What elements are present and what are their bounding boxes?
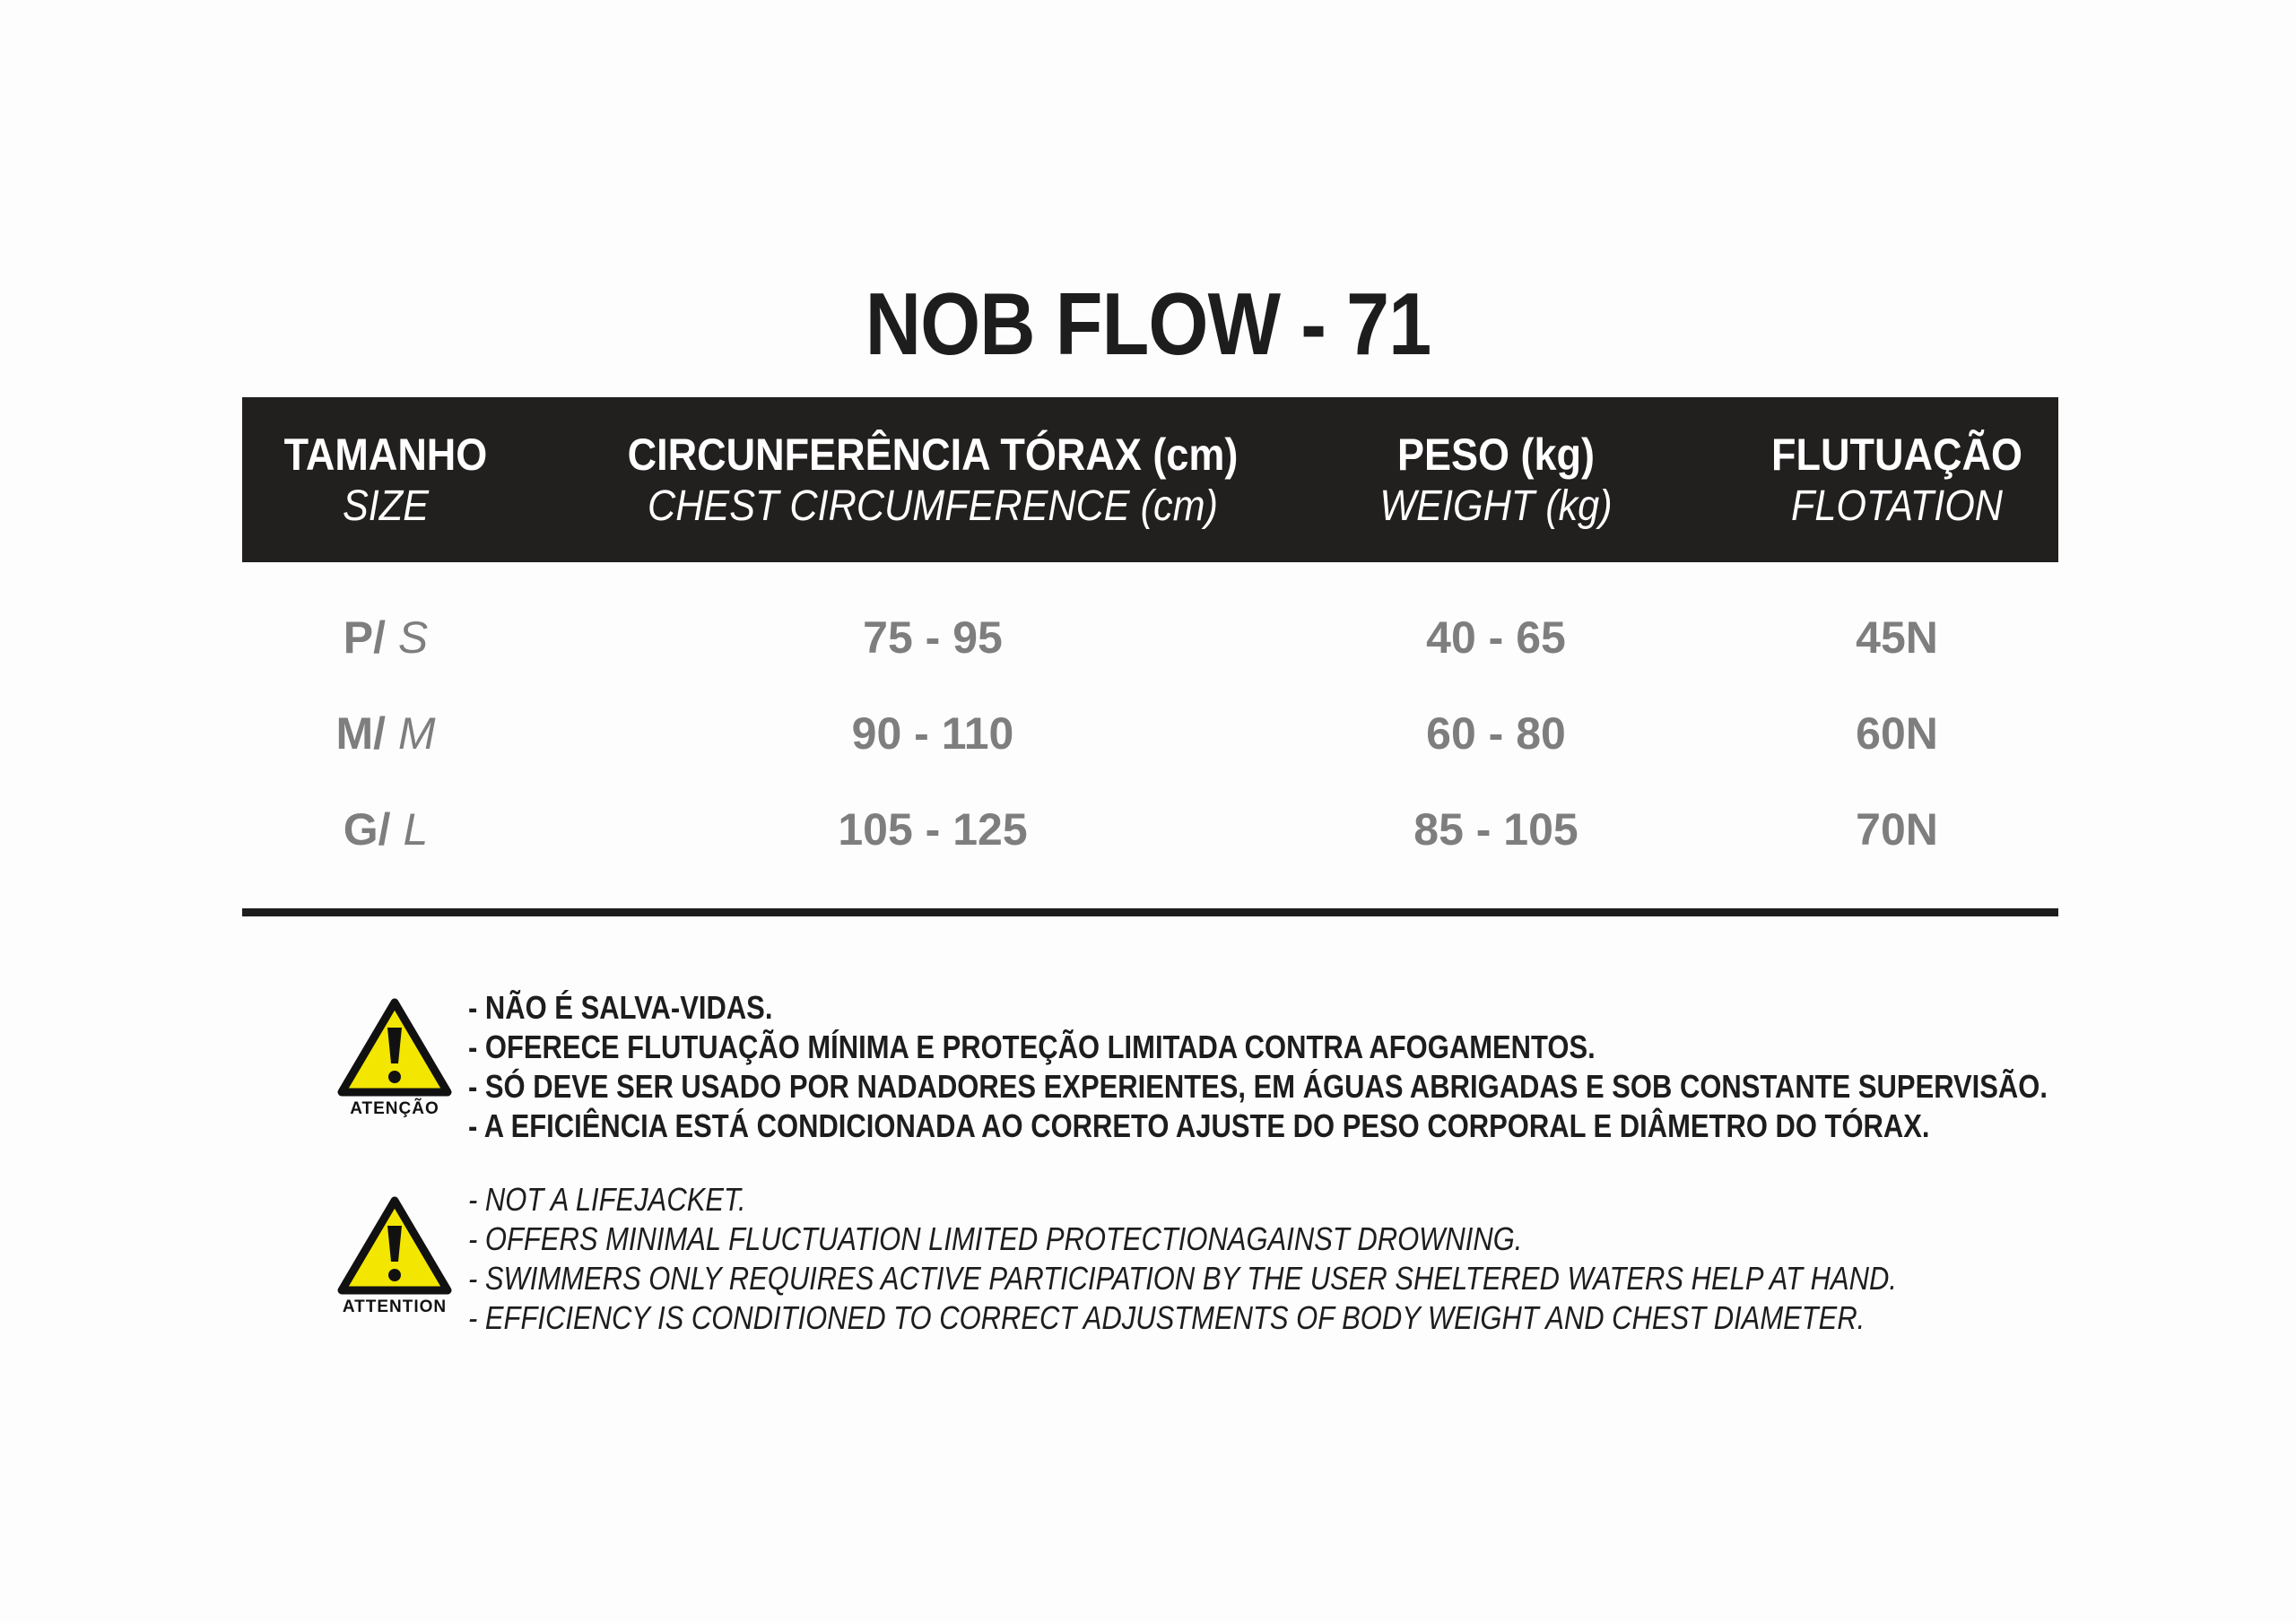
chest-cell: 75 - 95 (863, 612, 1003, 663)
header-weight-en: WEIGHT (kg) (1379, 482, 1613, 530)
warning-label-en: ATTENTION (342, 1298, 448, 1316)
warning-text-pt (468, 988, 2296, 1146)
table-row (242, 707, 2058, 779)
size-cell: M/ M (335, 708, 436, 759)
flotation-cell: 60N (1856, 708, 1938, 759)
warning-badge-pt (336, 997, 453, 1119)
table-row (242, 803, 2058, 875)
header-chest (594, 429, 1273, 533)
header-chest-en: CHEST CIRCUMFERENCE (cm) (648, 482, 1218, 530)
page-title: NOB FLOW - 71 (865, 274, 1431, 373)
header-size-en: SIZE (342, 482, 430, 530)
warning-line: - OFFERS MINIMAL FLUCTUATION LIMITED PROTECTIONAGAINST DROWNING. (468, 1220, 1523, 1257)
warning-line: - SWIMMERS ONLY REQUIRES ACTIVE PARTICIPATION BY THE USER SHELTERED WATERS HELP AT HAND. (468, 1260, 1898, 1297)
header-chest-pt: CIRCUNFERÊNCIA TÓRAX (cm) (627, 430, 1239, 480)
warning-text-en (468, 1180, 2129, 1338)
warning-line: - SÓ DEVE SER USADO POR NADADORES EXPERIENTES, EM ÁGUAS ABRIGADAS E SOB CONSTANTE SUPERVISÃO. (468, 1068, 2048, 1105)
size-cell: P/ S (343, 612, 429, 663)
warning-line: - EFFICIENCY IS CONDITIONED TO CORRECT ADJUSTMENTS OF BODY WEIGHT AND CHEST DIAMETER. (468, 1299, 1866, 1336)
header-flotation-en: FLOTATION (1791, 482, 2003, 530)
header-weight (1367, 429, 1625, 533)
weight-cell: 40 - 65 (1426, 612, 1566, 663)
warning-triangle-icon (336, 1195, 453, 1296)
header-size-pt: TAMANHO (283, 430, 488, 480)
header-size (273, 429, 499, 533)
header-flotation (1757, 429, 2036, 533)
warning-line: - A EFICIÊNCIA ESTÁ CONDICIONADA AO CORRETO AJUSTE DO PESO CORPORAL E DIÂMETRO DO TÓRAX. (468, 1107, 1930, 1144)
size-cell: G/ L (343, 804, 429, 855)
warning-triangle-icon (336, 997, 453, 1098)
warning-line: - NÃO É SALVA-VIDAS. (468, 989, 773, 1026)
warning-line: - NOT A LIFEJACKET. (468, 1181, 746, 1218)
warning-badge-en (336, 1195, 453, 1317)
warning-line: - OFERECE FLUTUAÇÃO MÍNIMA E PROTEÇÃO LIMITADA CONTRA AFOGAMENTOS. (468, 1028, 1596, 1065)
flotation-cell: 70N (1856, 804, 1938, 855)
table-bottom-rule (242, 908, 2058, 916)
warning-label-pt: ATENÇÃO (350, 1099, 439, 1118)
table-row (242, 612, 2058, 683)
chest-cell: 105 - 125 (838, 804, 1028, 855)
header-weight-pt: PESO (kg) (1396, 430, 1596, 480)
chest-cell: 90 - 110 (851, 708, 1014, 759)
flotation-cell: 45N (1856, 612, 1938, 663)
weight-cell: 85 - 105 (1413, 804, 1578, 855)
header-flotation-pt: FLUTUAÇÃO (1771, 430, 2022, 480)
weight-cell: 60 - 80 (1426, 708, 1566, 759)
